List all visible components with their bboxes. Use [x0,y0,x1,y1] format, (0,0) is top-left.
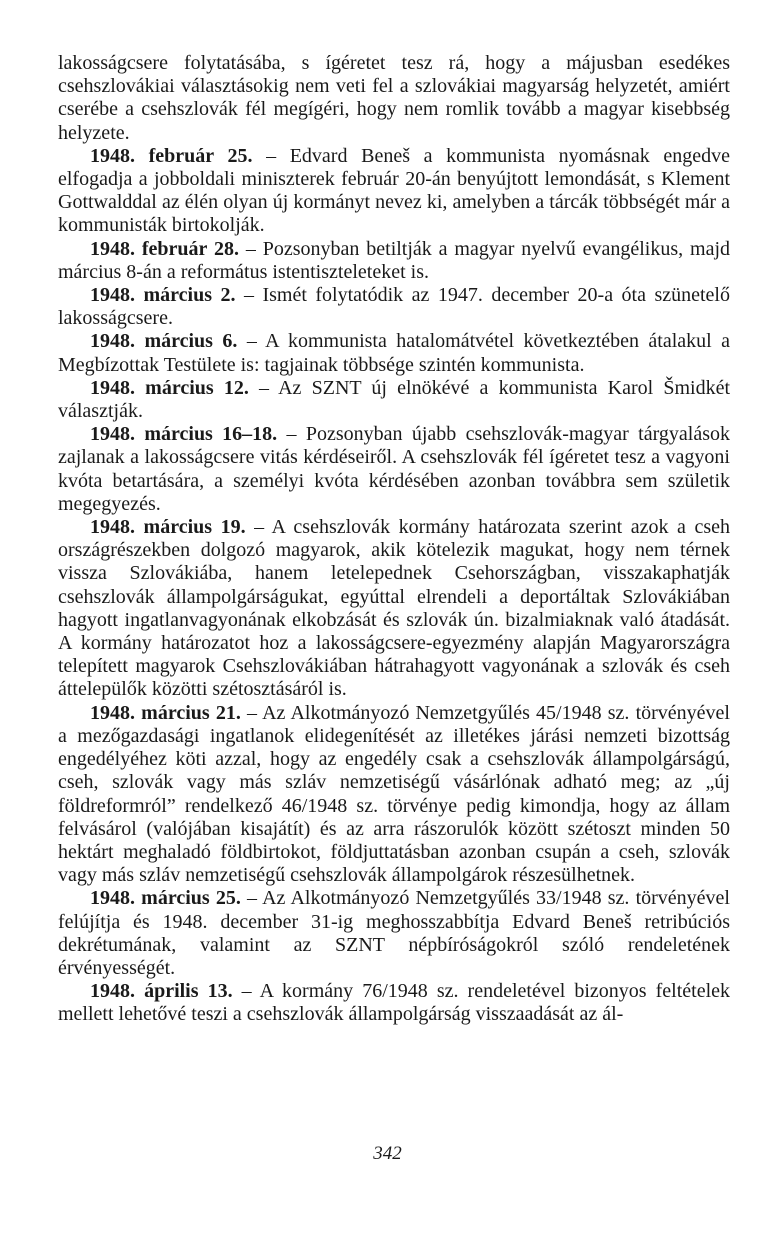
entry-text: – Az SZNT új elnökévé a kommunista Karol Šmidkét választják. [58,376,731,423]
entry-text: – A csehszlovák kormány határozata szerint azok a cseh országrészekben dolgozó magyarok, akik kötelezik magukat, hogy nem térnek vissza Szlovákiába, hanem letelepednek Csehországban, visszakaphatják csehszlovák állampolgárságukat, egyúttal elrendeli a deportáltak Szlovákiában hagyott ingatlanvagyonának elkobzását és szlovák ún. bizalmiaknak való átadását. A kormány határozatot hoz a lakosságcsere-egyezmény alapján Magyarországra telepített magyarok Csehszlovákiában hátrahagyott vagyonának a szlovák és cseh áttelepülők közötti szétosztásáról is. [58,516,730,701]
entry-date: 1948. március 16–18. [90,423,278,446]
chronology-entry [58,423,730,516]
chronology-entry [58,516,730,702]
entry-date: 1948. március 21. [90,701,241,724]
entry-date: 1948. március 6. [90,330,238,353]
entry-text: – Pozsonyban újabb csehszlovák-magyar tárgyalások zajlanak a lakosságcsere vitás kérdéseiről. A csehszlovák fél ígéretet tesz a vagyoni kvóta betartására, a személyi kvóta kérdésében azonban továbbra sem születik megegyezés. [58,423,730,515]
entry-text: – Az Alkotmányozó Nemzetgyűlés 33/1948 sz. törvényével felújítja és 1948. december 31-ig meghosszabbítja Edvard Beneš retribúciós dekrétumának, valamint az SZNT népbíróságokról szóló rendeletének érvényességét. [58,887,730,979]
entry-text: – Az Alkotmányozó Nemzetgyűlés 45/1948 sz. törvényével a mezőgazdasági ingatlanok elidegenítését az illetékes járási nemzeti bizottság engedélyéhez köti azzal, hogy az engedély csak a csehszlovák állampolgárságú, cseh, szlovák vagy más szláv nemzetiségű vásárlónak adható meg; az „új földreformról” rendelkező 46/1948 sz. törvénye pedig kimondja, hogy az állam felvásárol (valójában kisajátít) és az arra rászorulók között szétoszt minden 50 hektárt meghaladó földbirtokot, földjuttatásban azonban csupán a cseh, szlovák vagy más szláv nemzetiségű csehszlovák állampolgárok részesülhetnek. [58,701,730,887]
chronology-entry [58,284,730,330]
entry-date: 1948. április 13. [90,980,233,1003]
chronology-entry [58,377,730,423]
entry-date: 1948. február 25. [90,144,253,167]
entry-date: 1948. március 12. [90,376,249,399]
entry-date: 1948. március 19. [90,516,246,539]
entry-text: – Pozsonyban betiltják a magyar nyelvű evangélikus, majd március 8-án a református istentiszteleteket is. [58,237,730,283]
entry-date: 1948. február 28. [90,237,239,260]
entry-text: – Ismét folytatódik az 1947. december 20-a óta szünetelő lakosságcsere. [58,284,730,330]
entry-text: – A kommunista hatalomátvétel következtében átalakul a Megbízottak Testülete is: tagjainak többsége szintén kommunista. [58,330,731,376]
chronology-entry [58,887,730,980]
chronology-entry [58,238,730,284]
chronology-entry [58,145,730,238]
page-number: 342 [373,1143,402,1164]
entry-text: – Edvard Beneš a kommunista nyomásnak engedve elfogadja a jobboldali miniszterek február 20-án benyújtott lemondását, s Klement Gottwalddal az élén olyan új kormányt nevez ki, amelyben a tárcák többségét már a kommunisták birtokolják. [58,144,730,237]
chronology-entry [58,702,730,888]
entry-date: 1948. március 25. [90,887,241,910]
chronology-entry [58,330,730,376]
page-body [58,52,730,1027]
entry-text: – A kormány 76/1948 sz. rendeletével bizonyos feltételek mellett lehetővé teszi a csehszlovák állampolgárság visszaadását az ál- [58,980,731,1026]
intro-paragraph: lakosságcsere folytatásába, s ígéretet tesz rá, hogy a májusban esedékes csehszlovákiai választásokig nem veti fel a szlovákiai magyarság helyzetét, amiért cserébe a csehszlovák fél megígéri, hogy nem romlik tovább a magyar kisebbség helyzete. [58,52,730,144]
chronology-entry [58,980,730,1026]
entry-date: 1948. március 2. [90,284,236,307]
